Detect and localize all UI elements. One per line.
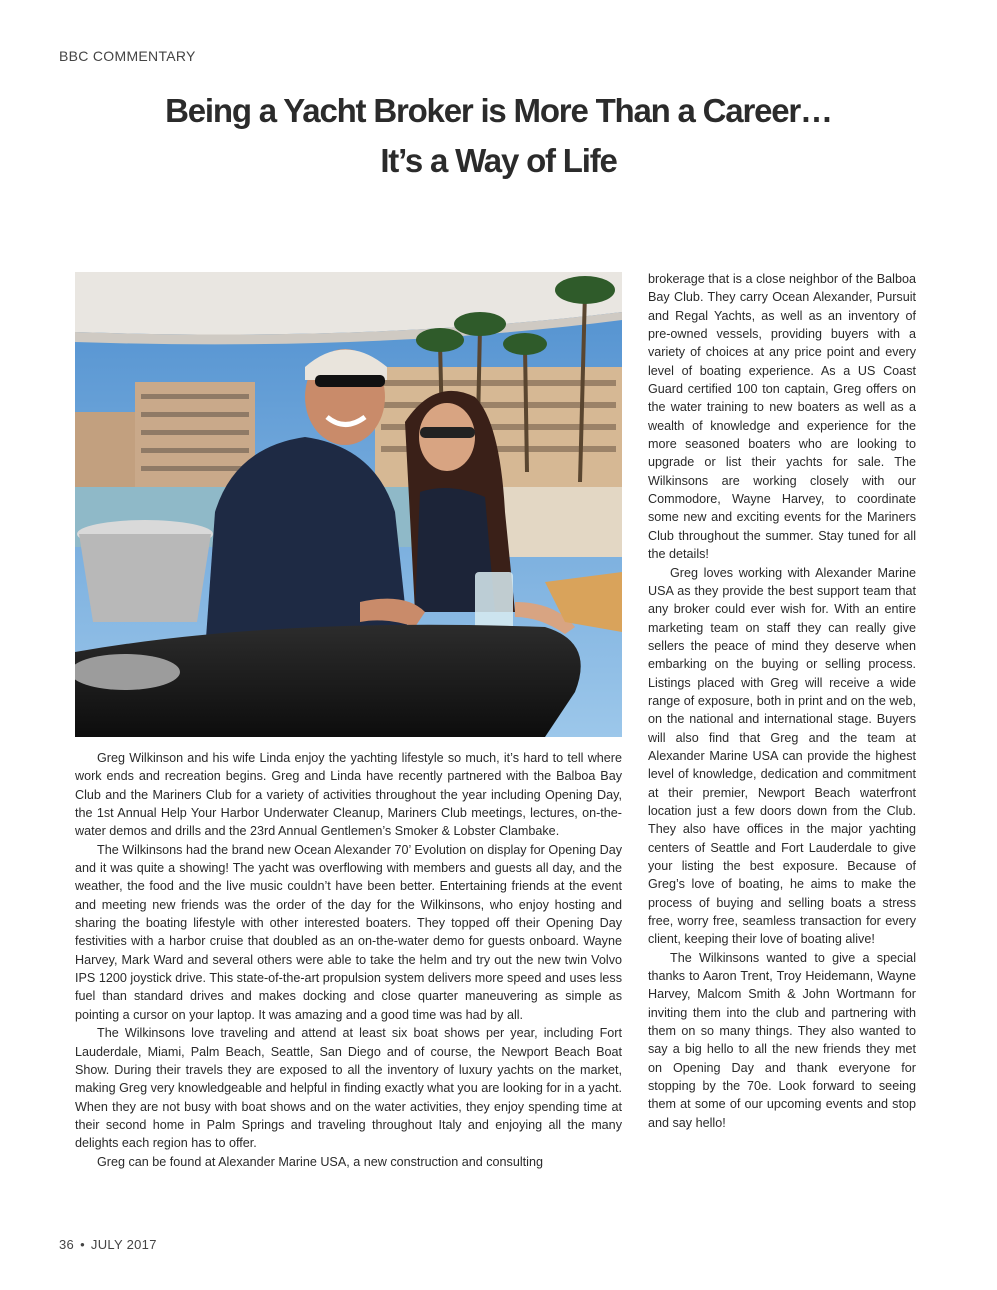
left-column xyxy=(75,749,622,1171)
right-column xyxy=(648,270,916,1132)
paragraph: Greg loves working with Alexander Marine USA as they provide the best support team that any broker could ever wish for. With an entire marketing team on staff they can really give sellers the peace of mind they deserve when embarking on the buying or selling process. Listings placed with Greg will receive a wide range of exposure, both in print and on the web, on the national and international stage. Buyers will also find that Greg and the team at Alexander Marine USA can provide the highest level of knowledge, dedication and commitment at their premier, Newport Beach waterfront location just a few doors down from the Club. They also have offices in the major yachting centers of Seattle and Fort Lauderdale to give your listing the best exposure. Because of Greg’s love of boating, he aims to make the process of buying and selling boats a stress free, worry free, seamless transaction for every client, keeping their love of boating alive! xyxy=(648,565,916,947)
paragraph: The Wilkinsons wanted to give a special thanks to Aaron Trent, Troy Heidemann, Wayne Harvey, Malcom Smith & John Wortmann for inviting them into the club and partnering with them on so many things. They also wanted to say a big hello to all the new friends they met on Opening Day and thank everyone for stopping by the 70e. Look forward to seeing them at some of our upcoming events and stop and say hello! xyxy=(648,950,916,1130)
page-number: 36 xyxy=(59,1237,75,1252)
article-title-line-2: It’s a Way of Life xyxy=(380,142,617,179)
photo-illustration xyxy=(75,272,622,737)
paragraph: The Wilkinsons love traveling and attend at least six boat shows per year, including Fort Lauderdale, Miami, Palm Beach, Seattle, San Diego and of course, the Newport Beach Boat Show. During their travels they are exposed to all the inventory of luxury yachts on the market, making Greg very knowledgeable and helpful in finding exactly what you are looking for in a yacht. When they are not busy with boat shows and on the water activities, they enjoy spending time at their second home in Palm Springs and traveling throughout Italy and enjoying all the many delights each region has to offer. xyxy=(75,1026,622,1151)
paragraph: The Wilkinsons had the brand new Ocean Alexander 70’ Evolution on display for Opening Day and it was quite a showing! The yacht was overflowing with members and guests all day, and the weather, the food and the live music couldn’t have been better. Entertaining friends at the event and meeting new friends was the order of the day for the Wilkinsons, who enjoy hosting and sharing the boating lifestyle with other interested boaters. They topped off their Opening Day festivities with a harbor cruise that doubled as an on-the-water demo for guests onboard. Wayne Harvey, Mark Ward and several others were able to take the helm and try out the new twin Volvo IPS 1200 joystick drive. This state-of-the-art propulsion system delivers more speed and uses less fuel than standard drives and makes docking and close quarter maneuvering as simple as pointing a cursor on your laptop. It was amazing and a good time was had by all. xyxy=(75,842,622,1022)
section-label: BBC COMMENTARY xyxy=(59,48,196,64)
article-title-line-1: Being a Yacht Broker is More Than a Career… xyxy=(165,92,832,129)
paragraph: Greg Wilkinson and his wife Linda enjoy the yachting lifestyle so much, it’s hard to tell where work ends and recreation begins. Greg and Linda have recently partnered with the Balboa Bay Club and the Mariners Club for a variety of activities throughout the year including Opening Day, the 1st Annual Help Your Harbor Underwater Cleanup, Mariners Club meetings, lectures, on-the-water demos and drills and the 23rd Annual Gentlemen’s Smoker & Lobster Clambake. xyxy=(75,751,622,839)
page-footer xyxy=(59,1237,157,1252)
paragraph: Greg can be found at Alexander Marine USA, a new construction and consulting xyxy=(97,1154,543,1169)
footer-separator: • xyxy=(80,1237,85,1252)
article-photo xyxy=(75,272,622,737)
paragraph: brokerage that is a close neighbor of the Balboa Bay Club. They carry Ocean Alexander, Pursuit and Regal Yachts, as well as an inventory of pre-owned vessels, providing buyers with a variety of choices at any price point and every level of boating experience. As a US Coast Guard certified 100 ton captain, Greg offers on the water training to new boaters as well as a wealth of knowledge and experience for the more seasoned boaters who are looking to upgrade or list their yachts for sale. The Wilkinsons are working closely with our Commodore, Wayne Harvey, to coordinate some new and exciting events for the Mariners Club throughout the summer. Stay tuned for all the details! xyxy=(648,272,916,562)
issue-date: JULY 2017 xyxy=(90,1237,157,1252)
